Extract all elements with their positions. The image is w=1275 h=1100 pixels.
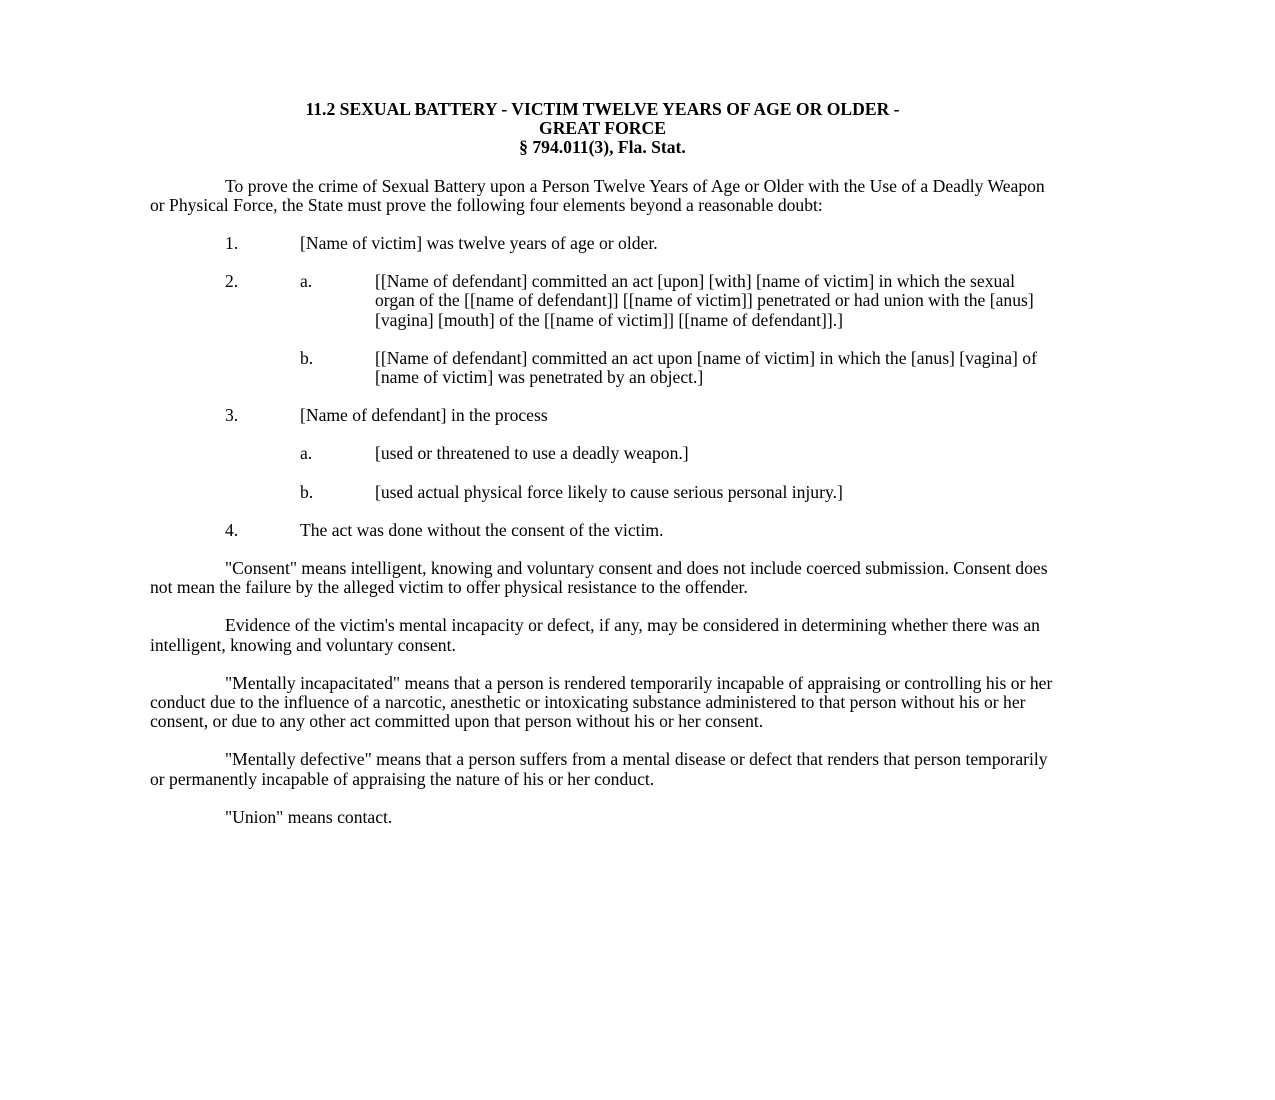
- element-3b-text: [used actual physical force likely to cause serious personal injury.]: [375, 481, 843, 502]
- title-line-1: 11.2 SEXUAL BATTERY - VICTIM TWELVE YEARS OF AGE OR OLDER -: [305, 99, 900, 119]
- element-2b-text: [[Name of defendant] committed an act upon [name of victim] in which the [anus] [vagina] of [name of victim] was penetrated by an object.]: [375, 347, 1037, 388]
- element-2a-letter: a.: [300, 271, 313, 292]
- element-1: [150, 234, 1055, 253]
- union-definition: "Union" means contact.: [225, 806, 393, 827]
- element-3: [150, 406, 1055, 425]
- evidence-paragraph: Evidence of the victim's mental incapacity or defect, if any, may be considered in determining whether there was an intelligent, knowing and voluntary consent.: [150, 615, 1040, 655]
- element-1-number: 1.: [225, 233, 239, 254]
- element-3-text: [Name of defendant] in the process: [300, 405, 548, 426]
- element-1-text: [Name of victim] was twelve years of age or older.: [300, 233, 658, 254]
- intro-paragraph: To prove the crime of Sexual Battery upon a Person Twelve Years of Age or Older with the Use of a Deadly Weapon or Physical Force, the State must prove the following four elements beyond a reasonable doubt:: [150, 175, 1045, 215]
- element-4-number: 4.: [225, 519, 239, 540]
- element-2a-text: [[Name of defendant] committed an act [upon] [with] [name of victim] in which the sexual organ of the [[name of defendant]] [[name of victim]] penetrated or had union with the [anus] [vagina] [mouth] of the [[name of victim]] [[name of defendant]].]: [375, 271, 1034, 330]
- jury-instruction-page: [150, 100, 1055, 827]
- element-4: [150, 521, 1055, 540]
- title-line-2: GREAT FORCE: [539, 118, 666, 139]
- element-3b: [150, 483, 1055, 502]
- instruction-title: [150, 100, 1055, 158]
- element-3a-text: [used or threatened to use a deadly weapon.]: [375, 443, 689, 464]
- element-4-text: The act was done without the consent of the victim.: [300, 519, 664, 540]
- statute-citation: § 794.011(3), Fla. Stat.: [519, 137, 686, 158]
- element-3b-letter: b.: [300, 481, 314, 502]
- element-2b: [150, 349, 1055, 387]
- element-3a: [150, 444, 1055, 463]
- mentally-incapacitated-definition: "Mentally incapacitated" means that a person is rendered temporarily incapable of appraising or controlling his or her conduct due to the influence of a narcotic, anesthetic or intoxicating substance administered to that person without his or her consent, or due to any other act committed upon that person without his or her consent.: [150, 672, 1053, 732]
- element-3-number: 3.: [225, 405, 239, 426]
- element-2b-letter: b.: [300, 347, 314, 368]
- element-2a: [150, 272, 1055, 330]
- mentally-defective-definition: "Mentally defective" means that a person suffers from a mental disease or defect that renders that person temporarily or permanently incapable of appraising the nature of his or her conduct.: [150, 749, 1048, 789]
- element-2-number: 2.: [225, 271, 239, 292]
- element-3a-letter: a.: [300, 443, 313, 464]
- consent-definition: "Consent" means intelligent, knowing and voluntary consent and does not include coerced submission. Consent does not mean the failure by the alleged victim to offer physical resistance to the offender.: [150, 558, 1048, 598]
